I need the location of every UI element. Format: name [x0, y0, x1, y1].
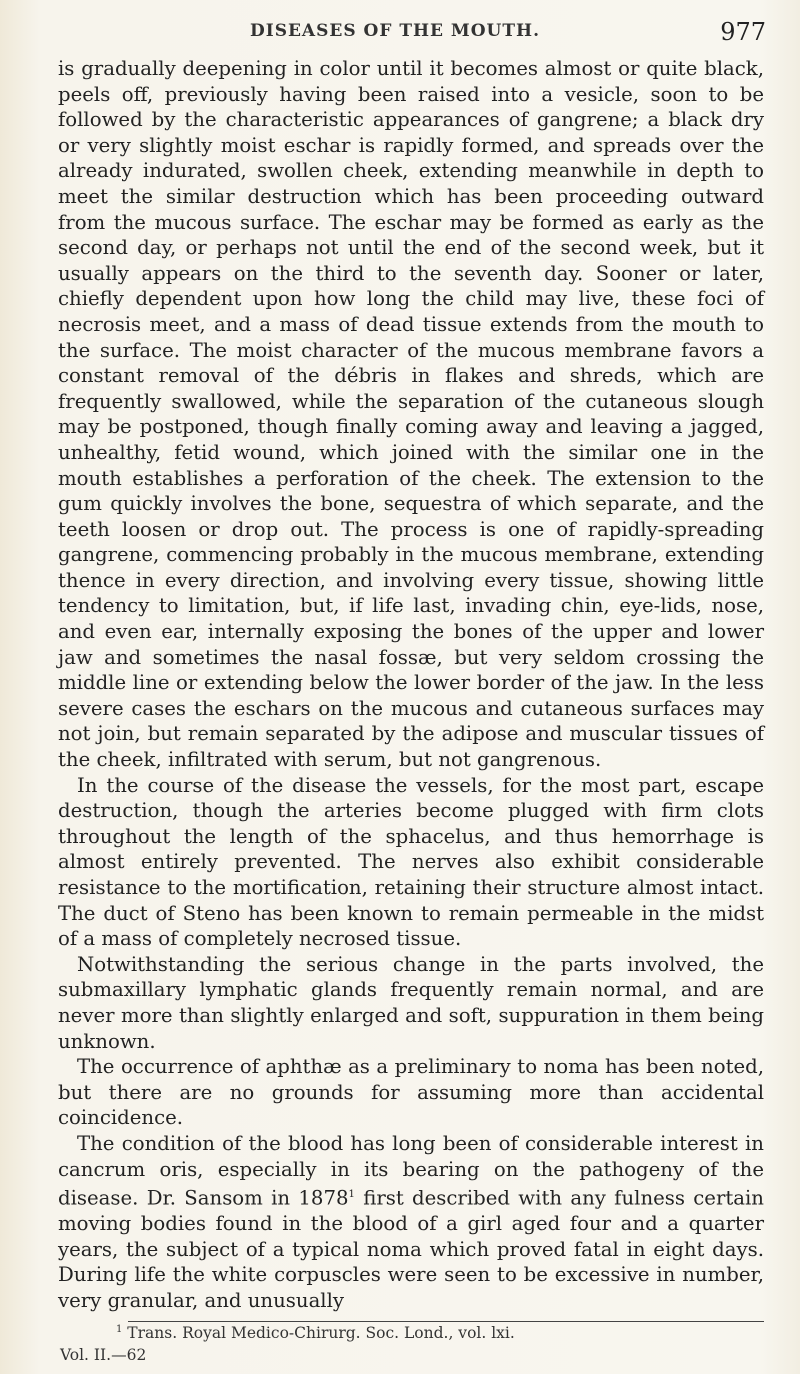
body-text [58, 56, 764, 1314]
page-number: 977 [720, 18, 766, 46]
volume-signature: Vol. II.—62 [60, 1346, 147, 1364]
page-header [60, 18, 766, 48]
paragraph-blood-part2: first described with any fulness certain moving bodies found in the blood of a girl aged four and a quarter years, the subject of a typical noma which proved fatal in eight days. During life the white corpuscles were seen to be excessive in number, very granular, and unusually [58, 1186, 764, 1313]
running-title: DISEASES OF THE MOUTH. [250, 21, 541, 41]
paragraph-continued: is gradually deepening in color until it becomes almost or quite black, peels off, previously having been raised into a vesicle, soon to be followed by the characteristic appearances of gangrene; a black dry or very slightly moist eschar is rapidly formed, and spreads over the already indurated, swollen cheek, extending meanwhile in depth to meet the similar destruction which has been proceeding outward from the mucous surface. The eschar may be formed as early as the second day, or perhaps not until the end of the second week, but it usually appears on the third to the seventh day. Sooner or later, chiefly dependent upon how long the child may live, these foci of necrosis meet, and a mass of dead tissue extends from the mouth to the surface. The moist character of the mucous membrane favors a constant removal of the débris in flakes and shreds, which are frequently swallowed, while the separation of the cutaneous slough may be postponed, though finally coming away and leaving a jagged, unhealthy, fetid wound, which joined with the similar one in the mouth establishes a perforation of the cheek. The extension to the gum quickly involves the bone, sequestra of which separate, and the teeth loosen or drop out. The process is one of rapidly-spreading gangrene, commencing probably in the mucous membrane, extending thence in every direction, and involving every tissue, showing little tendency to limitation, but, if life last, invading chin, eye-lids, nose, and even ear, internally exposing the bones of the upper and lower jaw and sometimes the nasal fossæ, but very seldom crossing the middle line or extending below the lower border of the jaw. In the less severe cases the eschars on the mucous and cutaneous surfaces may not join, but remain separated by the adipose and muscular tissues of the cheek, infiltrated with serum, but not gangrenous. [58, 57, 764, 772]
footnote [116, 1324, 515, 1342]
paragraph-aphthae: The occurrence of aphthæ as a preliminary to noma has been noted, but there are no grounds for assuming more than accidental coincidence. [58, 1055, 764, 1130]
footnote-divider [128, 1321, 764, 1322]
paragraph-vessels: In the course of the disease the vessels, for the most part, escape destruction, though the arteries become plugged with firm clots throughout the length of the sphacelus, and thus hemorrhage is almost entirely prevented. The nerves also exhibit considerable resistance to the mortification, retaining their structure almost intact. The duct of Steno has been known to remain permeable in the midst of a mass of completely necrosed tissue. [58, 773, 764, 951]
footnote-text: Trans. Royal Medico-Chirurg. Soc. Lond., vol. lxi. [122, 1324, 515, 1343]
paragraph-lymphatic: Notwithstanding the serious change in the parts involved, the submaxillary lymphatic glands frequently remain normal, and are never more than slightly enlarged and soft, suppuration in them being unknown. [58, 952, 764, 1053]
paragraph-blood-part1: The condition of the blood has long been of considerable interest in cancrum oris, especially in its bearing on the pathogeny of the disease. Dr. Sansom in 1878 [58, 1131, 764, 1210]
paragraph-blood [58, 1131, 764, 1314]
footnote-mark: 1 [116, 1324, 123, 1335]
footnote-reference: 1 [348, 1189, 355, 1201]
